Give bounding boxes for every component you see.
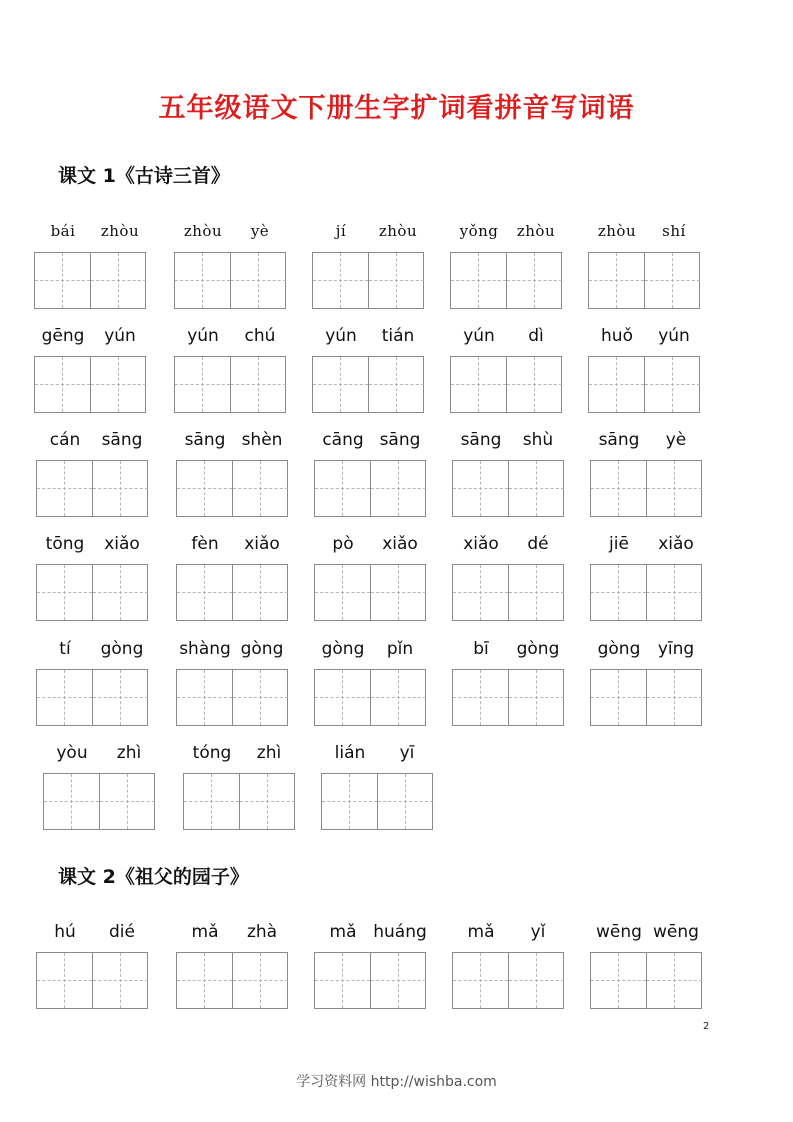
- writing-grid: [450, 356, 562, 413]
- pinyin-row: [176, 639, 288, 663]
- pinyin-row: [588, 222, 700, 246]
- lesson-1-word-item: [312, 326, 424, 350]
- pinyin-row: [174, 222, 286, 246]
- tian-zi-cell: [177, 953, 232, 1008]
- tian-zi-cell: [92, 461, 147, 516]
- pinyin-row: [312, 326, 424, 350]
- tian-zi-cell: [589, 357, 644, 412]
- writing-grid: [36, 460, 148, 517]
- pinyin-first: yǒng: [459, 222, 499, 240]
- pinyin-first: fèn: [191, 534, 219, 554]
- lesson-2-word-item: [314, 922, 426, 946]
- pinyin-second: xiǎo: [382, 534, 418, 554]
- writing-grid: [590, 669, 702, 726]
- lesson-1-word-item: [176, 639, 288, 663]
- tian-zi-cell: [177, 565, 232, 620]
- tian-zi-cell: [508, 953, 563, 1008]
- pinyin-first: yún: [325, 326, 357, 346]
- lesson-1-word-item: [36, 430, 148, 454]
- tian-zi-cell: [90, 357, 145, 412]
- tian-zi-cell: [315, 565, 370, 620]
- tian-zi-cell: [370, 461, 425, 516]
- pinyin-first: hú: [54, 922, 76, 942]
- pinyin-second: zhòu: [516, 222, 556, 240]
- pinyin-first: huǒ: [601, 326, 633, 346]
- lesson-1-word-item: [452, 430, 564, 454]
- pinyin-second: yún: [104, 326, 136, 346]
- pinyin-first: zhòu: [183, 222, 223, 240]
- writing-grid: [312, 356, 424, 413]
- tian-zi-cell: [232, 565, 287, 620]
- writing-grid: [452, 460, 564, 517]
- tian-zi-cell: [646, 461, 701, 516]
- pinyin-first: sāng: [598, 430, 640, 450]
- pinyin-second: yī: [399, 743, 415, 763]
- pinyin-second: yīng: [657, 639, 695, 659]
- tian-zi-cell: [177, 670, 232, 725]
- pinyin-first: cán: [49, 430, 81, 450]
- pinyin-second: shèn: [241, 430, 283, 450]
- tian-zi-cell: [508, 565, 563, 620]
- writing-grid: [176, 460, 288, 517]
- writing-grid: [314, 669, 426, 726]
- pinyin-second: zhòu: [378, 222, 418, 240]
- pinyin-second: zhà: [246, 922, 278, 942]
- tian-zi-cell: [184, 774, 239, 829]
- pinyin-row: [183, 743, 295, 767]
- writing-grid: [590, 952, 702, 1009]
- tian-zi-cell: [646, 565, 701, 620]
- lesson-1-word-item: [588, 222, 700, 246]
- lesson-1-word-item: [588, 326, 700, 350]
- tian-zi-cell: [90, 253, 145, 308]
- tian-zi-cell: [315, 670, 370, 725]
- writing-grid: [36, 564, 148, 621]
- tian-zi-cell: [92, 953, 147, 1008]
- pinyin-second: dì: [528, 326, 544, 346]
- footer-watermark: 学习资料网 http://wishba.com: [296, 1074, 497, 1090]
- tian-zi-cell: [230, 253, 285, 308]
- tian-zi-cell: [35, 357, 90, 412]
- pinyin-row: [312, 222, 424, 246]
- lesson-1-word-item: [36, 639, 148, 663]
- pinyin-second: gòng: [100, 639, 144, 659]
- lesson-1-word-item: [450, 222, 562, 246]
- pinyin-second: xiǎo: [244, 534, 280, 554]
- pinyin-second: pǐn: [386, 639, 414, 659]
- pinyin-first: yún: [463, 326, 495, 346]
- tian-zi-cell: [313, 357, 368, 412]
- writing-grid: [452, 669, 564, 726]
- pinyin-row: [590, 639, 702, 663]
- pinyin-row: [590, 922, 702, 946]
- lesson-2-word-item: [176, 922, 288, 946]
- writing-grid: [34, 356, 146, 413]
- pinyin-second: shí: [662, 222, 686, 240]
- lesson-1-word-item: [176, 430, 288, 454]
- tian-zi-cell: [589, 253, 644, 308]
- pinyin-row: [321, 743, 433, 767]
- pinyin-row: [314, 534, 426, 558]
- lesson-1-word-item: [314, 639, 426, 663]
- pinyin-row: [34, 326, 146, 350]
- writing-grid: [176, 669, 288, 726]
- pinyin-first: sāng: [184, 430, 226, 450]
- writing-grid: [314, 460, 426, 517]
- lesson-2-word-item: [452, 922, 564, 946]
- lesson-1-word-item: [183, 743, 295, 767]
- tian-zi-cell: [230, 357, 285, 412]
- pinyin-first: zhòu: [597, 222, 637, 240]
- tian-zi-cell: [377, 774, 432, 829]
- tian-zi-cell: [37, 953, 92, 1008]
- tian-zi-cell: [315, 461, 370, 516]
- lesson-1-word-item: [321, 743, 433, 767]
- tian-zi-cell: [99, 774, 154, 829]
- lesson-1-word-item: [590, 430, 702, 454]
- lesson-2-word-item: [36, 922, 148, 946]
- tian-zi-cell: [44, 774, 99, 829]
- writing-grid: [43, 773, 155, 830]
- pinyin-second: gòng: [240, 639, 284, 659]
- pinyin-second: sāng: [379, 430, 421, 450]
- lesson-1-word-item: [450, 326, 562, 350]
- pinyin-first: mǎ: [191, 922, 219, 942]
- lesson-1-word-item: [34, 222, 146, 246]
- lesson-1-heading: 课文 1《古诗三首》: [58, 165, 230, 187]
- tian-zi-cell: [177, 461, 232, 516]
- lesson-1-word-item: [176, 534, 288, 558]
- pinyin-row: [36, 534, 148, 558]
- lesson-1-word-item: [34, 326, 146, 350]
- pinyin-first: lián: [334, 743, 366, 763]
- tian-zi-cell: [453, 953, 508, 1008]
- pinyin-row: [34, 222, 146, 246]
- pinyin-second: shù: [522, 430, 554, 450]
- pinyin-first: mǎ: [329, 922, 357, 942]
- pinyin-row: [314, 430, 426, 454]
- writing-grid: [452, 952, 564, 1009]
- pinyin-row: [450, 326, 562, 350]
- writing-grid: [321, 773, 433, 830]
- writing-grid: [176, 564, 288, 621]
- lesson-1-word-item: [452, 639, 564, 663]
- tian-zi-cell: [322, 774, 377, 829]
- pinyin-row: [452, 922, 564, 946]
- tian-zi-cell: [370, 565, 425, 620]
- tian-zi-cell: [232, 953, 287, 1008]
- lesson-1-word-item: [314, 534, 426, 558]
- tian-zi-cell: [315, 953, 370, 1008]
- pinyin-second: tián: [381, 326, 415, 346]
- pinyin-second: dé: [527, 534, 549, 554]
- lesson-2-heading: 课文 2《祖父的园子》: [58, 866, 249, 888]
- writing-grid: [312, 252, 424, 309]
- pinyin-row: [176, 430, 288, 454]
- tian-zi-cell: [232, 461, 287, 516]
- tian-zi-cell: [506, 357, 561, 412]
- writing-grid: [588, 356, 700, 413]
- tian-zi-cell: [451, 253, 506, 308]
- pinyin-second: wēng: [653, 922, 699, 942]
- pinyin-row: [176, 922, 288, 946]
- lesson-1-word-item: [590, 639, 702, 663]
- pinyin-row: [43, 743, 155, 767]
- writing-grid: [588, 252, 700, 309]
- pinyin-row: [36, 639, 148, 663]
- tian-zi-cell: [37, 461, 92, 516]
- tian-zi-cell: [646, 670, 701, 725]
- pinyin-first: tóng: [192, 743, 232, 763]
- pinyin-second: zhòu: [100, 222, 140, 240]
- tian-zi-cell: [508, 670, 563, 725]
- lesson-1-word-item: [174, 326, 286, 350]
- tian-zi-cell: [368, 357, 423, 412]
- tian-zi-cell: [313, 253, 368, 308]
- tian-zi-cell: [591, 670, 646, 725]
- pinyin-first: tōng: [45, 534, 85, 554]
- pinyin-second: gòng: [516, 639, 560, 659]
- tian-zi-cell: [368, 253, 423, 308]
- pinyin-second: zhì: [116, 743, 142, 763]
- page-title: 五年级语文下册生字扩词看拼音写词语: [158, 93, 635, 124]
- pinyin-first: gēng: [41, 326, 85, 346]
- tian-zi-cell: [239, 774, 294, 829]
- pinyin-row: [36, 430, 148, 454]
- pinyin-second: xiǎo: [104, 534, 140, 554]
- writing-grid: [34, 252, 146, 309]
- tian-zi-cell: [35, 253, 90, 308]
- pinyin-row: [452, 534, 564, 558]
- tian-zi-cell: [370, 670, 425, 725]
- pinyin-first: cāng: [322, 430, 364, 450]
- tian-zi-cell: [508, 461, 563, 516]
- pinyin-row: [314, 639, 426, 663]
- tian-zi-cell: [644, 357, 699, 412]
- tian-zi-cell: [644, 253, 699, 308]
- tian-zi-cell: [453, 670, 508, 725]
- pinyin-second: sāng: [101, 430, 143, 450]
- pinyin-second: chú: [244, 326, 276, 346]
- tian-zi-cell: [175, 253, 230, 308]
- pinyin-first: yòu: [56, 743, 88, 763]
- tian-zi-cell: [92, 565, 147, 620]
- writing-grid: [176, 952, 288, 1009]
- pinyin-second: xiǎo: [658, 534, 694, 554]
- tian-zi-cell: [591, 953, 646, 1008]
- tian-zi-cell: [591, 565, 646, 620]
- pinyin-second: yún: [658, 326, 690, 346]
- lesson-1-word-item: [36, 534, 148, 558]
- tian-zi-cell: [591, 461, 646, 516]
- pinyin-second: zhì: [256, 743, 282, 763]
- pinyin-first: sāng: [460, 430, 502, 450]
- pinyin-row: [176, 534, 288, 558]
- writing-grid: [590, 460, 702, 517]
- pinyin-first: bī: [473, 639, 489, 659]
- pinyin-second: dié: [109, 922, 135, 942]
- pinyin-first: jí: [335, 222, 347, 240]
- tian-zi-cell: [370, 953, 425, 1008]
- pinyin-first: mǎ: [467, 922, 495, 942]
- writing-grid: [314, 952, 426, 1009]
- tian-zi-cell: [453, 461, 508, 516]
- writing-grid: [174, 252, 286, 309]
- pinyin-first: pò: [332, 534, 354, 554]
- pinyin-first: xiǎo: [463, 534, 499, 554]
- pinyin-second: yè: [250, 222, 270, 240]
- page-number: 2: [703, 1021, 710, 1032]
- lesson-1-word-item: [314, 430, 426, 454]
- pinyin-row: [590, 534, 702, 558]
- pinyin-second: yǐ: [530, 922, 546, 942]
- writing-grid: [314, 564, 426, 621]
- lesson-1-word-item: [174, 222, 286, 246]
- pinyin-row: [174, 326, 286, 350]
- tian-zi-cell: [646, 953, 701, 1008]
- pinyin-first: yún: [187, 326, 219, 346]
- writing-grid: [36, 669, 148, 726]
- writing-grid: [590, 564, 702, 621]
- pinyin-first: wēng: [596, 922, 642, 942]
- pinyin-row: [314, 922, 426, 946]
- tian-zi-cell: [451, 357, 506, 412]
- pinyin-first: shàng: [179, 639, 231, 659]
- lesson-1-word-item: [43, 743, 155, 767]
- pinyin-row: [452, 639, 564, 663]
- lesson-1-word-item: [312, 222, 424, 246]
- tian-zi-cell: [37, 565, 92, 620]
- lesson-1-word-item: [590, 534, 702, 558]
- writing-grid: [174, 356, 286, 413]
- tian-zi-cell: [175, 357, 230, 412]
- pinyin-first: gòng: [597, 639, 641, 659]
- lesson-1-word-item: [452, 534, 564, 558]
- pinyin-row: [450, 222, 562, 246]
- tian-zi-cell: [453, 565, 508, 620]
- tian-zi-cell: [92, 670, 147, 725]
- pinyin-first: bái: [50, 222, 76, 240]
- pinyin-second: yè: [665, 430, 687, 450]
- pinyin-first: tí: [59, 639, 71, 659]
- pinyin-row: [588, 326, 700, 350]
- pinyin-first: jiē: [609, 534, 629, 554]
- lesson-2-word-item: [590, 922, 702, 946]
- pinyin-row: [452, 430, 564, 454]
- pinyin-first: gòng: [321, 639, 365, 659]
- writing-grid: [36, 952, 148, 1009]
- tian-zi-cell: [232, 670, 287, 725]
- writing-grid: [183, 773, 295, 830]
- tian-zi-cell: [37, 670, 92, 725]
- pinyin-row: [590, 430, 702, 454]
- tian-zi-cell: [506, 253, 561, 308]
- pinyin-second: huáng: [373, 922, 427, 942]
- writing-grid: [452, 564, 564, 621]
- writing-grid: [450, 252, 562, 309]
- pinyin-row: [36, 922, 148, 946]
